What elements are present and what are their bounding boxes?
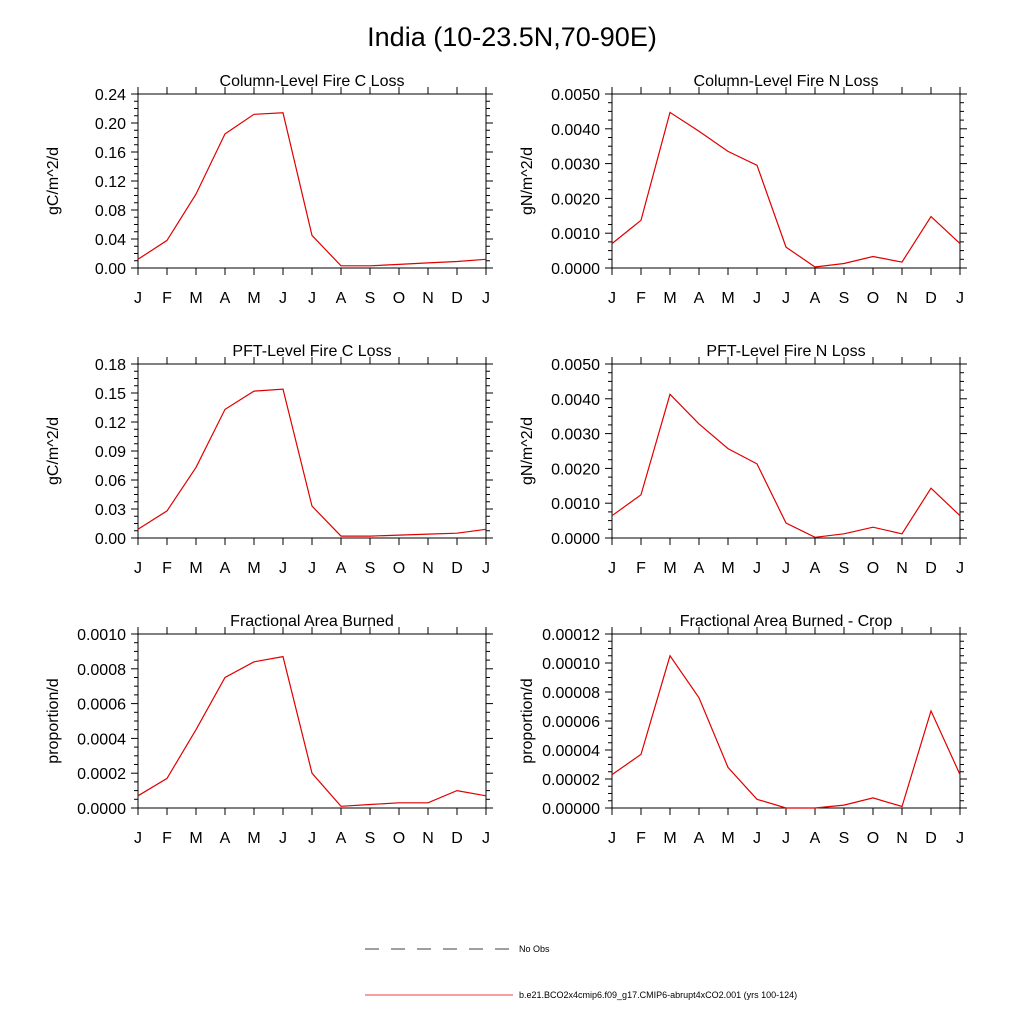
x-tick-label: F bbox=[636, 290, 646, 307]
x-tick-label: J bbox=[753, 560, 761, 577]
x-tick-label: M bbox=[247, 560, 261, 577]
x-tick-label: A bbox=[693, 290, 705, 307]
y-tick-label: 0.00006 bbox=[542, 714, 600, 731]
y-tick-label: 0.08 bbox=[94, 203, 126, 220]
x-tick-label: N bbox=[422, 560, 434, 577]
y-tick-label: 0.18 bbox=[94, 357, 126, 374]
plot-frame bbox=[612, 94, 960, 268]
y-tick-label: 0.00002 bbox=[542, 772, 600, 789]
panel-title: Column-Level Fire C Loss bbox=[219, 73, 405, 90]
x-tick-label: J bbox=[134, 290, 142, 307]
x-tick-label: J bbox=[608, 830, 616, 847]
x-tick-label: N bbox=[422, 290, 434, 307]
x-tick-label: A bbox=[809, 830, 821, 847]
y-tick-label: 0.0050 bbox=[551, 357, 600, 374]
x-tick-label: A bbox=[809, 560, 821, 577]
x-tick-label: J bbox=[308, 830, 316, 847]
y-tick-label: 0.04 bbox=[94, 232, 126, 249]
x-tick-label: M bbox=[189, 560, 203, 577]
series-line bbox=[612, 112, 960, 267]
y-tick-label: 0.0010 bbox=[551, 226, 600, 244]
x-tick-label: M bbox=[247, 830, 261, 847]
y-tick-label: 0.15 bbox=[94, 386, 126, 403]
x-tick-label: A bbox=[809, 290, 821, 307]
series-line bbox=[138, 389, 486, 536]
plot-frame bbox=[612, 634, 960, 808]
x-tick-label: J bbox=[279, 560, 287, 577]
x-tick-label: A bbox=[335, 560, 347, 577]
x-tick-label: J bbox=[482, 290, 490, 307]
y-tick-label: 0.12 bbox=[94, 174, 126, 191]
x-tick-label: S bbox=[838, 290, 850, 307]
plot-frame bbox=[138, 94, 486, 268]
x-tick-label: D bbox=[451, 560, 463, 577]
x-tick-label: F bbox=[162, 290, 172, 307]
y-tick-label: 0.00012 bbox=[542, 627, 600, 644]
x-tick-label: S bbox=[364, 560, 376, 577]
x-tick-label: M bbox=[663, 290, 677, 307]
x-tick-label: D bbox=[451, 830, 463, 847]
x-tick-label: S bbox=[364, 290, 376, 307]
y-tick-label: 0.00000 bbox=[542, 801, 600, 818]
x-tick-label: M bbox=[663, 560, 677, 577]
y-tick-label: 0.0000 bbox=[551, 261, 600, 278]
x-tick-label: F bbox=[636, 560, 646, 577]
y-axis-label: proportion/d bbox=[519, 678, 536, 764]
x-tick-label: M bbox=[189, 830, 203, 847]
panel-title: PFT-Level Fire N Loss bbox=[706, 343, 866, 360]
x-tick-label: J bbox=[782, 290, 790, 307]
x-tick-label: J bbox=[782, 830, 790, 847]
y-tick-label: 0.00 bbox=[94, 261, 126, 278]
y-tick-label: 0.0040 bbox=[551, 121, 600, 139]
x-tick-label: M bbox=[189, 290, 203, 307]
x-tick-label: J bbox=[753, 290, 761, 307]
series-line bbox=[612, 656, 960, 808]
y-tick-label: 0.0040 bbox=[551, 391, 600, 409]
x-tick-label: D bbox=[925, 830, 937, 847]
series-line bbox=[138, 657, 486, 807]
legend bbox=[365, 944, 797, 1000]
panel-title: Column-Level Fire N Loss bbox=[693, 73, 879, 90]
x-tick-label: D bbox=[451, 290, 463, 307]
x-tick-label: M bbox=[663, 830, 677, 847]
series-line bbox=[612, 394, 960, 537]
x-tick-label: J bbox=[956, 830, 964, 847]
y-tick-label: 0.0008 bbox=[77, 661, 126, 679]
x-tick-label: J bbox=[753, 830, 761, 847]
x-tick-label: J bbox=[482, 830, 490, 847]
y-tick-label: 0.03 bbox=[94, 502, 126, 519]
y-tick-label: 0.0004 bbox=[77, 731, 126, 749]
legend-label-obs: No Obs bbox=[519, 944, 550, 954]
x-tick-label: J bbox=[279, 290, 287, 307]
x-tick-label: A bbox=[693, 830, 705, 847]
x-tick-label: A bbox=[335, 830, 347, 847]
x-tick-label: J bbox=[134, 830, 142, 847]
series-line bbox=[138, 113, 486, 266]
x-tick-label: N bbox=[422, 830, 434, 847]
y-tick-label: 0.0020 bbox=[551, 191, 600, 209]
x-tick-label: M bbox=[721, 290, 735, 307]
x-tick-label: A bbox=[693, 560, 705, 577]
y-tick-label: 0.0000 bbox=[551, 531, 600, 548]
y-tick-label: 0.06 bbox=[94, 473, 126, 490]
x-tick-label: F bbox=[162, 830, 172, 847]
x-tick-label: J bbox=[308, 290, 316, 307]
y-axis-label: gN/m^2/d bbox=[519, 147, 536, 215]
y-tick-label: 0.0020 bbox=[551, 461, 600, 479]
plot-frame bbox=[138, 634, 486, 808]
x-tick-label: J bbox=[956, 560, 964, 577]
x-tick-label: N bbox=[896, 560, 908, 577]
y-axis-label: gC/m^2/d bbox=[45, 417, 62, 485]
x-tick-label: J bbox=[482, 560, 490, 577]
x-tick-label: N bbox=[896, 830, 908, 847]
x-tick-label: M bbox=[721, 830, 735, 847]
y-axis-label: gN/m^2/d bbox=[519, 417, 536, 485]
x-tick-label: A bbox=[335, 290, 347, 307]
y-tick-label: 0.0010 bbox=[551, 496, 600, 514]
x-tick-label: F bbox=[162, 560, 172, 577]
x-tick-label: O bbox=[866, 830, 880, 847]
y-tick-label: 0.0030 bbox=[551, 156, 600, 174]
x-tick-label: O bbox=[392, 290, 406, 307]
chart-panel-6 bbox=[519, 613, 967, 847]
x-tick-label: O bbox=[866, 560, 880, 577]
y-tick-label: 0.00 bbox=[94, 531, 126, 548]
x-tick-label: O bbox=[392, 560, 406, 577]
y-tick-label: 0.16 bbox=[94, 145, 126, 162]
y-tick-label: 0.0002 bbox=[77, 766, 126, 784]
x-tick-label: F bbox=[636, 830, 646, 847]
x-tick-label: N bbox=[896, 290, 908, 307]
y-axis-label: proportion/d bbox=[45, 678, 62, 764]
x-tick-label: J bbox=[956, 290, 964, 307]
x-tick-label: A bbox=[219, 560, 231, 577]
x-tick-label: J bbox=[782, 560, 790, 577]
y-tick-label: 0.00008 bbox=[542, 685, 600, 702]
y-tick-label: 0.00010 bbox=[542, 656, 600, 673]
page-title: India (10-23.5N,70-90E) bbox=[367, 22, 657, 52]
plot-frame bbox=[612, 364, 960, 538]
x-tick-label: J bbox=[308, 560, 316, 577]
chart-panel-3 bbox=[45, 343, 493, 577]
x-tick-label: M bbox=[247, 290, 261, 307]
panel-title: Fractional Area Burned - Crop bbox=[679, 613, 893, 630]
chart-panel-1 bbox=[45, 73, 493, 307]
y-tick-label: 0.0030 bbox=[551, 426, 600, 444]
panel-title: Fractional Area Burned bbox=[230, 613, 394, 630]
x-tick-label: O bbox=[866, 290, 880, 307]
y-tick-label: 0.0006 bbox=[77, 696, 126, 714]
y-tick-label: 0.0050 bbox=[551, 87, 600, 104]
plot-frame bbox=[138, 364, 486, 538]
x-tick-label: S bbox=[838, 830, 850, 847]
y-tick-label: 0.09 bbox=[94, 444, 126, 461]
y-axis-label: gC/m^2/d bbox=[45, 147, 62, 215]
x-tick-label: D bbox=[925, 560, 937, 577]
y-tick-label: 0.12 bbox=[94, 415, 126, 432]
y-tick-label: 0.24 bbox=[94, 87, 126, 104]
x-tick-label: J bbox=[608, 290, 616, 307]
y-tick-label: 0.0000 bbox=[77, 801, 126, 818]
x-tick-label: J bbox=[134, 560, 142, 577]
x-tick-label: A bbox=[219, 290, 231, 307]
chart-panel-2 bbox=[519, 73, 967, 307]
x-tick-label: M bbox=[721, 560, 735, 577]
x-tick-label: J bbox=[279, 830, 287, 847]
chart-panel-4 bbox=[519, 343, 967, 577]
x-tick-label: J bbox=[608, 560, 616, 577]
x-tick-label: O bbox=[392, 830, 406, 847]
panel-title: PFT-Level Fire C Loss bbox=[232, 343, 392, 360]
y-tick-label: 0.20 bbox=[94, 116, 126, 133]
chart-panel-5 bbox=[45, 613, 493, 847]
x-tick-label: A bbox=[219, 830, 231, 847]
legend-label-model: b.e21.BCO2x4cmip6.f09_g17.CMIP6-abrupt4xCO2.001 (yrs 100-124) bbox=[519, 990, 798, 1000]
y-tick-label: 0.0010 bbox=[77, 627, 126, 644]
x-tick-label: S bbox=[838, 560, 850, 577]
x-tick-label: S bbox=[364, 830, 376, 847]
y-tick-label: 0.00004 bbox=[542, 743, 600, 760]
x-tick-label: D bbox=[925, 290, 937, 307]
